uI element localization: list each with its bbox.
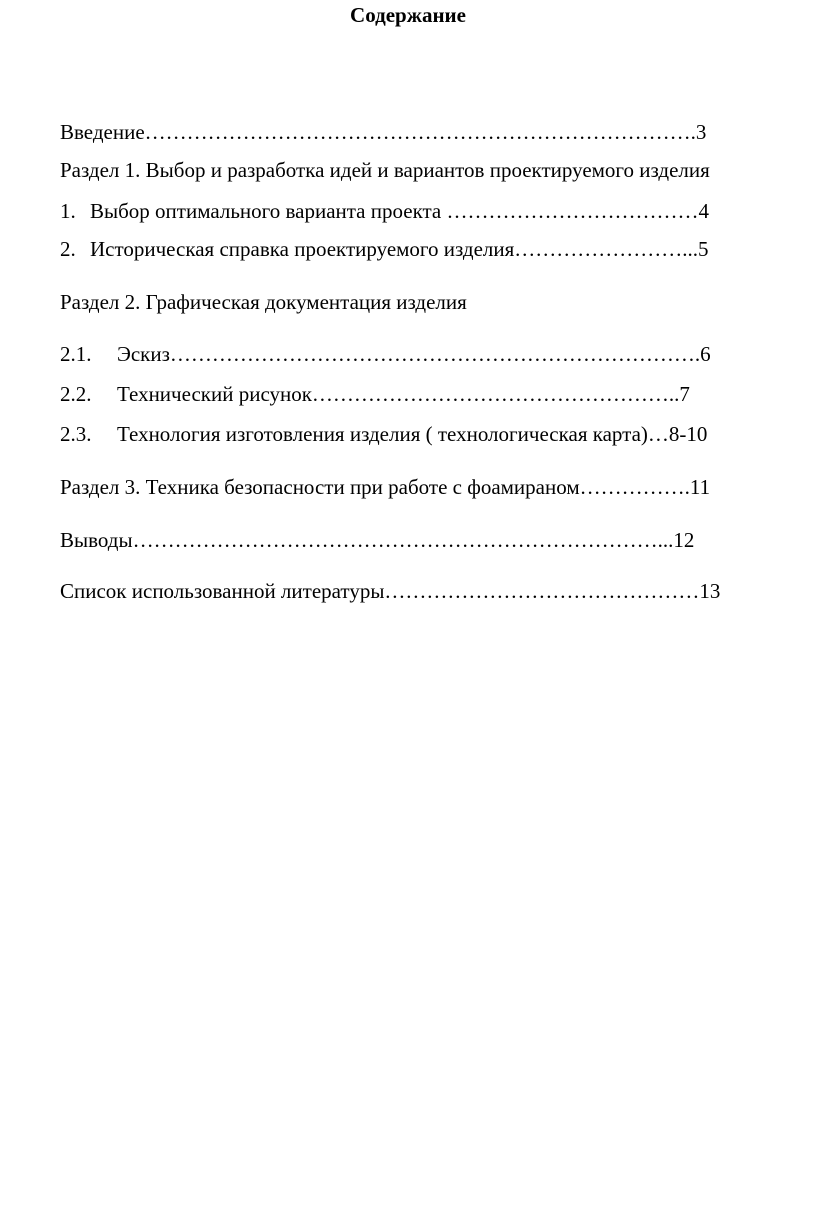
toc-entry-references [60,578,720,604]
toc-entry-section-1 [60,157,710,183]
toc-entry-text: Выводы…………………………………………………………………...12 [60,528,695,552]
toc-entry-conclusions [60,527,694,553]
page-title: Содержание [350,3,466,27]
toc-entry-text: Раздел 2. Графическая документация изделия [60,290,467,314]
toc-entry-2-2 [60,381,690,407]
toc-entry-text: Технология изготовления изделия ( технологическая карта)…8-10 [117,422,708,446]
toc-entry-text: Введение…………………………………………………………………….3 [60,120,707,144]
toc-entry-text: Технический рисунок……………………………………………..7 [117,382,690,406]
toc-entry-text: Раздел 3. Техника безопасности при работе с фоамираном…………….11 [60,475,711,499]
toc-entry-number: 2.2. [60,382,92,406]
toc-entry-text: Раздел 1. Выбор и разработка идей и вариантов проектируемого изделия [60,158,710,182]
toc-entry-1 [60,198,709,224]
toc-entry-text: Историческая справка проектируемого изделия……………………...5 [90,237,709,261]
toc-entry-number: 2.1. [60,342,92,366]
toc-entry-2-1 [60,341,711,367]
toc-entry-text: Эскиз………………………………………………………………….6 [117,342,711,366]
toc-entry-text: Список использованной литературы………………………………………13 [60,579,721,603]
toc-entry-text: Выбор оптимального варианта проекта ………………………………4 [90,199,709,223]
toc-entry-number: 2. [60,237,76,261]
toc-entry-section-2 [60,289,467,315]
toc-entry-2-3 [60,421,707,447]
toc-entry-number: 1. [60,199,76,223]
toc-entry-2 [60,236,709,262]
toc-entry-number: 2.3. [60,422,92,446]
toc-entry-introduction [60,119,706,145]
toc-entry-section-3 [60,474,710,500]
